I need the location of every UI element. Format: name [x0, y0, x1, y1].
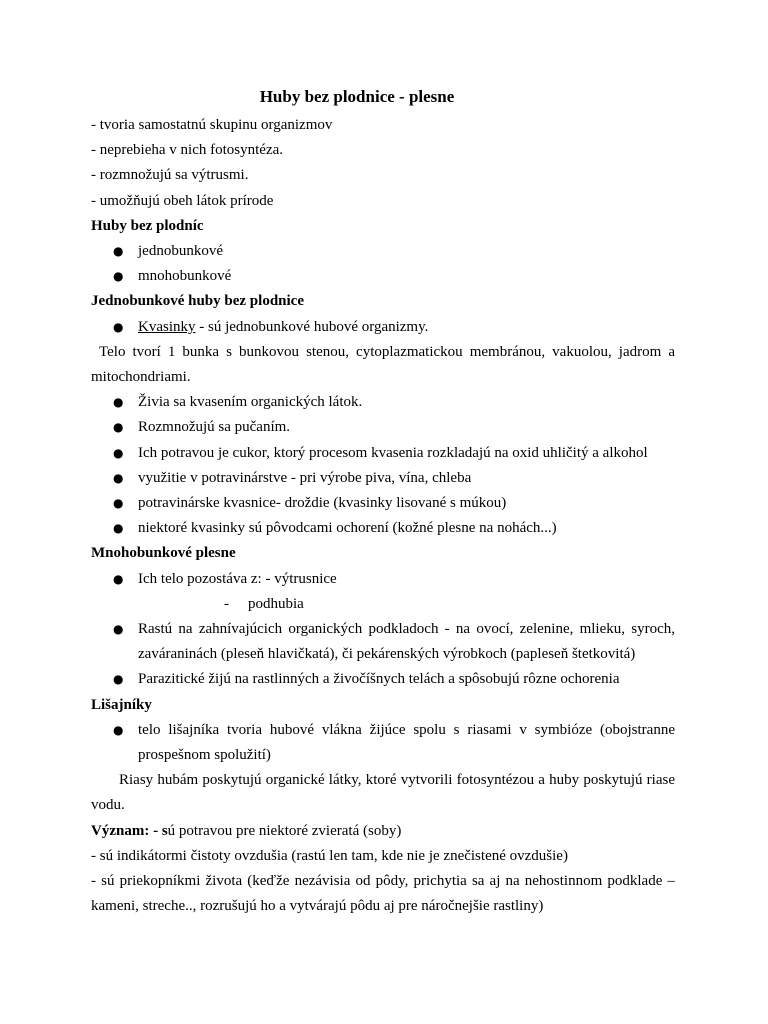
sub-item-podhubia — [91, 592, 675, 617]
section-heading-jednobunkove: Jednobunkové huby bez plodnice — [91, 293, 304, 310]
sub-item-text: podhubia — [248, 595, 304, 612]
bullet-item: ● Živia sa kvasením organických látok. — [138, 390, 675, 415]
bullet-list — [91, 239, 675, 289]
bullet-list — [91, 617, 675, 693]
bullet-item: ● mnohobunkové — [138, 264, 675, 289]
vyznam-line — [91, 819, 675, 844]
kvasinky-term: Kvasinky — [138, 318, 196, 335]
vyznam-text: ú potravou pre niektoré zvieratá (soby) — [167, 822, 402, 839]
vyznam-point: - sú priekopníkmi života (keďže nezávisia od pôdy, prichytia sa aj na nehostinnom podklade – kameni, streche.., rozrušujú ho a vytvárajú pôdu aj pre náročnejšie rastliny) — [91, 873, 675, 915]
bullet-item: ● niektoré kvasinky sú pôvodcami ochorení (kožné plesne na nohách...) — [138, 516, 675, 541]
kvasinky-body: Telo tvorí 1 bunka s bunkovou stenou, cytoplazmatickou membránou, vakuolou, jadrom a mitochondriami. — [91, 343, 675, 386]
intro-line: - rozmnožujú sa výtrusmi. — [91, 167, 249, 184]
bullet-list — [91, 390, 675, 541]
bullet-item: ● Rastú na zahnívajúcich organických podkladoch - na ovocí, zelenine, mlieku, syroch, zaváraninách (pleseň hlavičkatá), či pekárenských výrobkoch (papleseň štetkovitá) — [138, 617, 675, 667]
sub-item-dash: - — [224, 595, 229, 612]
intro-line: - tvoria samostatnú skupinu organizmov — [91, 117, 333, 133]
bullet-list — [91, 567, 675, 592]
lisajniky-body: Riasy hubám poskytujú organické látky, ktoré vytvorili fotosyntézou a huby poskytujú riase vodu. — [91, 772, 675, 814]
document-title: Huby bez plodnice - plesne — [259, 87, 455, 106]
intro-line: - umožňujú obeh látok prírode — [91, 192, 274, 209]
section-heading-mnohobunkove: Mnohobunkové plesne — [91, 545, 236, 562]
bullet-item: ● potravinárske kvasnice- droždie (kvasinky lisované s múkou) — [138, 491, 675, 516]
vyznam-point: - sú indikátormi čistoty ovzdušia (rastú len tam, kde nie je znečistené ovzdušie) — [91, 847, 568, 864]
bullet-item: ● Parazitické žijú na rastlinných a živočíšnych telách a spôsobujú rôzne ochorenia — [138, 667, 675, 692]
bullet-item-kvasinky — [138, 315, 675, 340]
bullet-list — [91, 718, 675, 768]
bullet-item: ● využitie v potravinárstve - pri výrobe piva, vína, chleba — [138, 466, 675, 491]
bullet-list — [91, 315, 675, 340]
bullet-item: ● Rozmnožujú sa pučaním. — [138, 415, 675, 440]
bullet-item: ● jednobunkové — [138, 239, 675, 264]
bullet-item: ● telo lišajníka tvoria hubové vlákna žijúce spolu s riasami v symbióze (obojstranne prospešnom spolužití) — [138, 718, 675, 768]
document-body — [91, 113, 675, 920]
bullet-item: ● Ich telo pozostáva z: - výtrusnice — [138, 567, 675, 592]
kvasinky-definition: - sú jednobunkové hubové organizmy. — [195, 318, 429, 335]
vyznam-label: Význam: - s — [91, 822, 168, 839]
section-heading-huby-bez-plodnic: Huby bez plodníc — [91, 217, 204, 234]
intro-line: - neprebieha v nich fotosyntéza. — [91, 142, 284, 159]
section-heading-lisajniky: Lišajníky — [91, 696, 152, 713]
bullet-item: ● Ich potravou je cukor, ktorý procesom kvasenia rozkladajú na oxid uhličitý a alkohol — [138, 441, 675, 466]
